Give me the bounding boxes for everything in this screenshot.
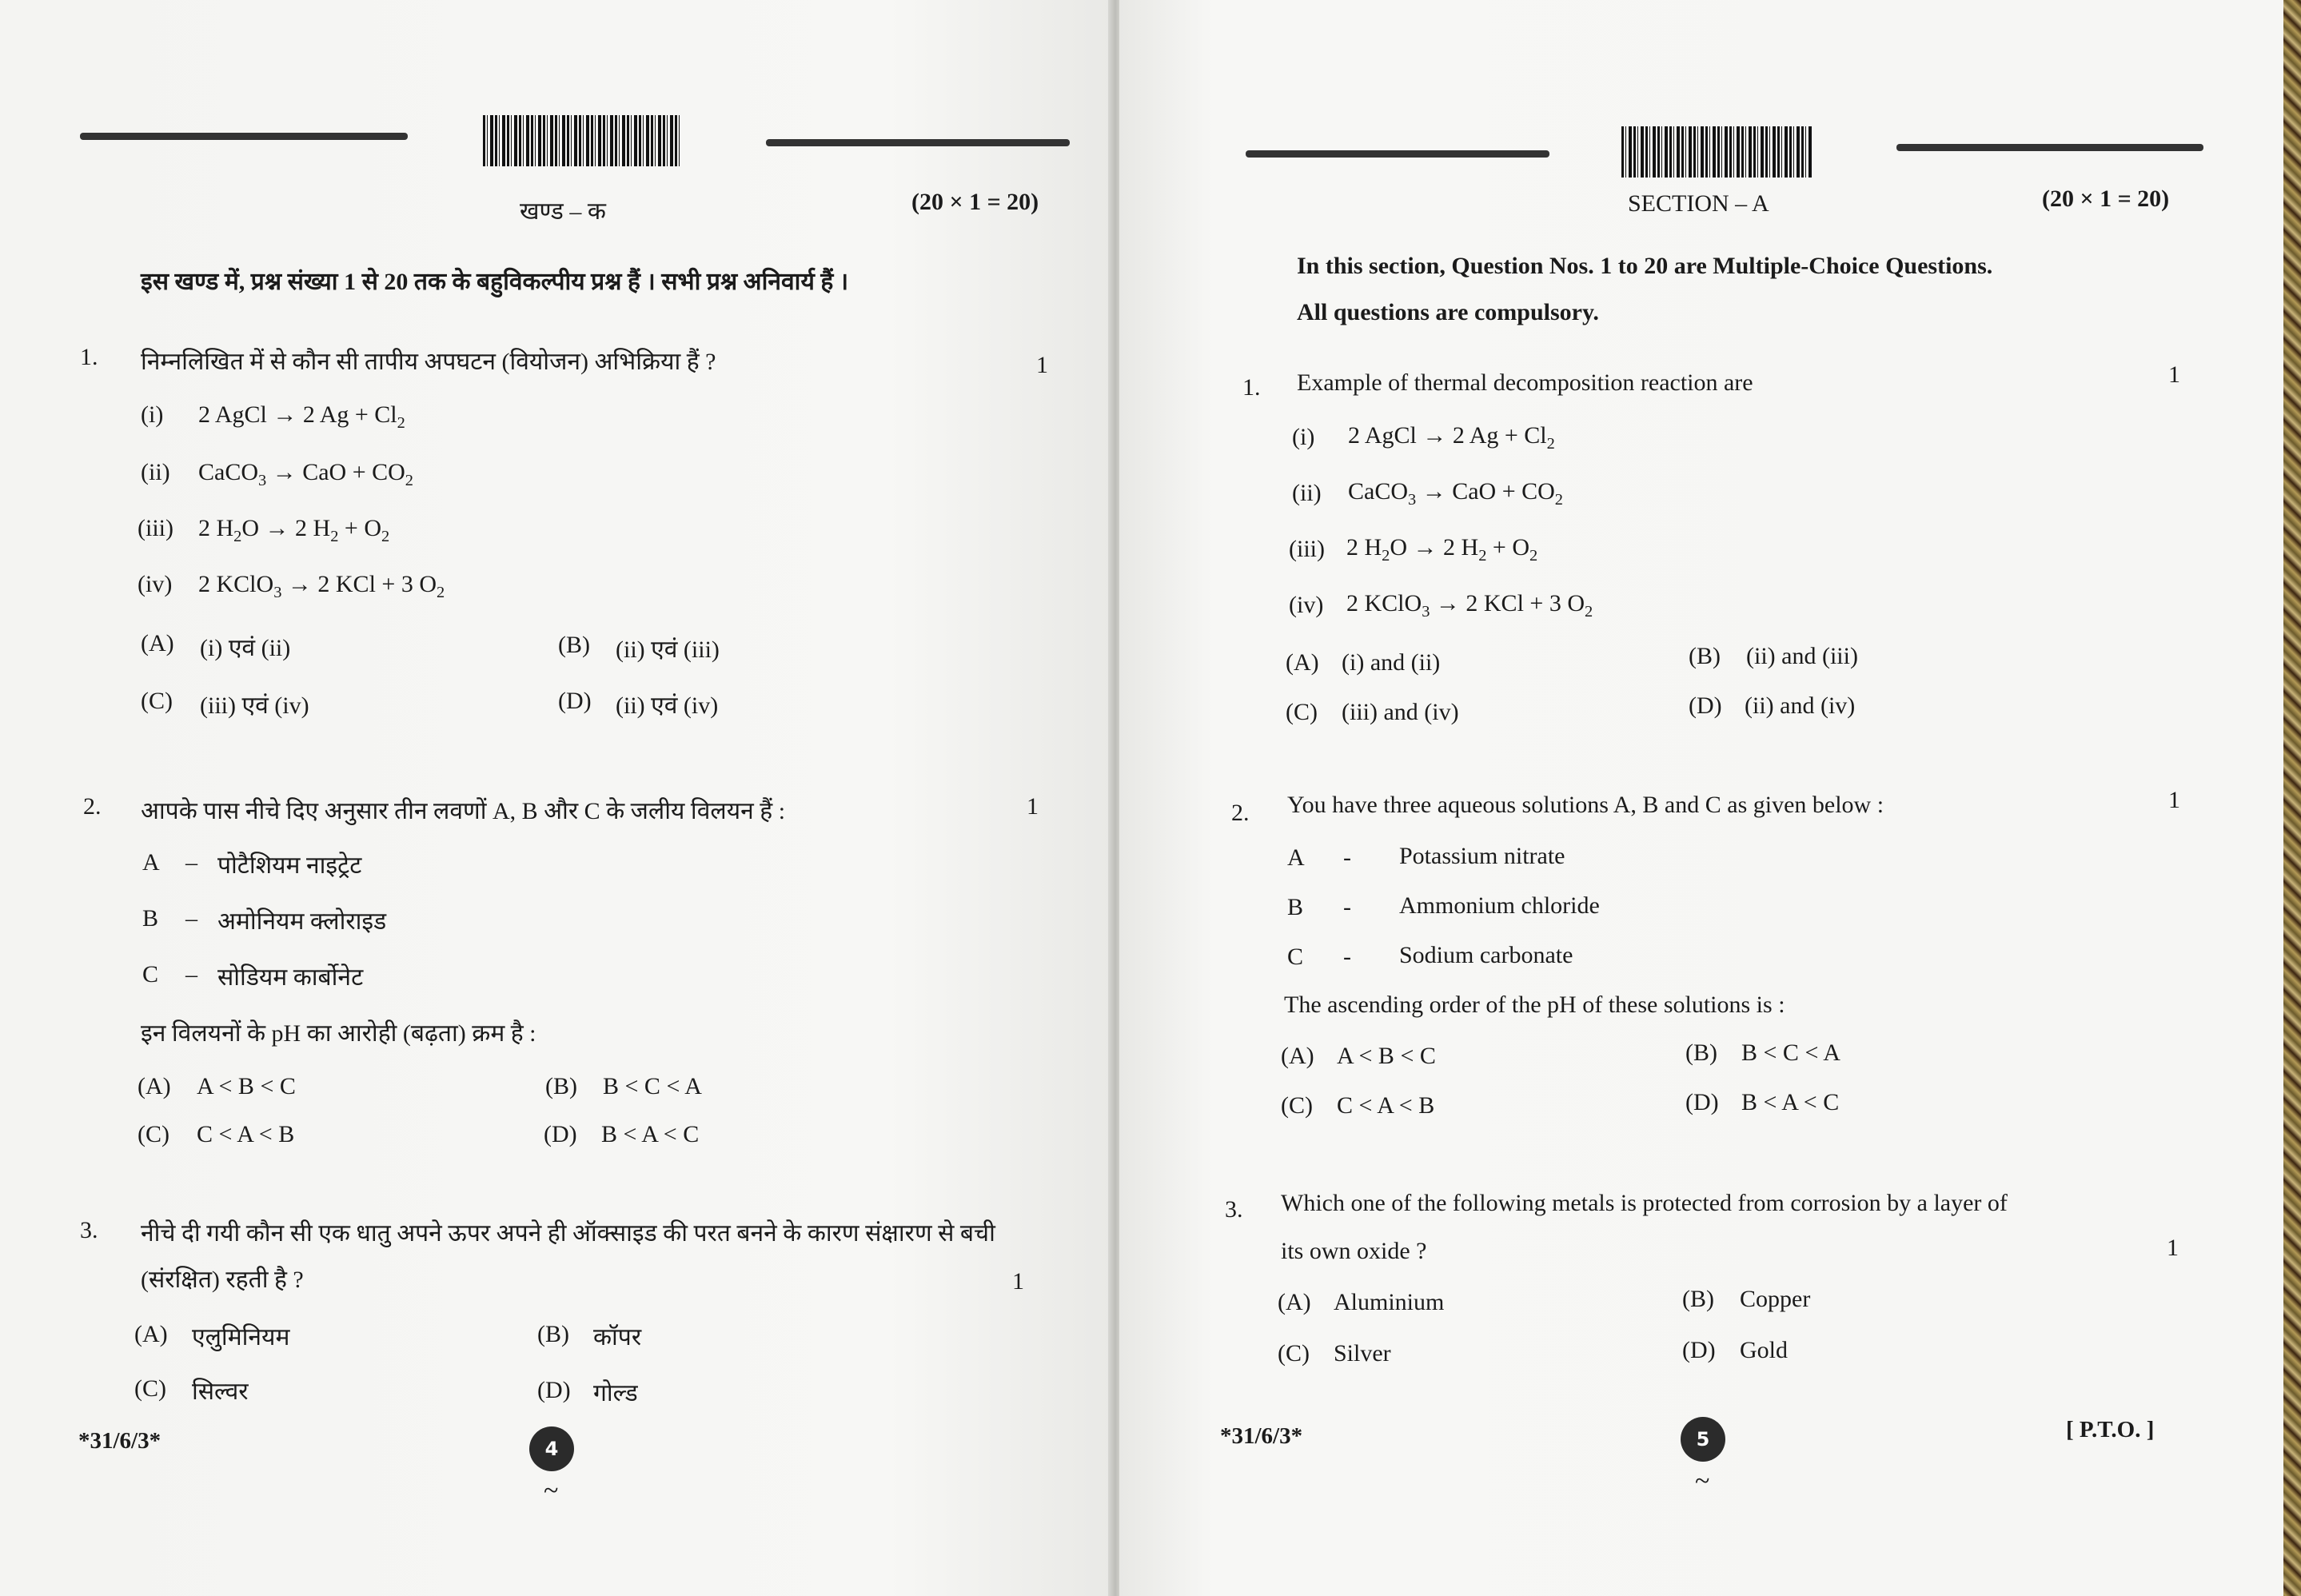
option-label: (A) [1281,1043,1314,1069]
reaction-label: (iii) [138,515,173,541]
question-text: You have three aqueous solutions A, B and C as given below : [1287,792,1884,818]
option-text: (ii) and (iv) [1745,692,1856,719]
option-label: (B) [1689,643,1721,669]
reaction-equation: 2 KClO$_3$ → 2 KCl + 3 $O_2$ [1346,590,1593,621]
solution-key: A [142,849,160,876]
option-label: (C) [1286,699,1318,725]
solution-name: पोटैशियम नाइट्रेट [217,852,362,879]
option-text: B < C < A [603,1073,702,1099]
option-text: (ii) एवं (iii) [616,636,720,663]
option-text: सिल्वर [192,1379,249,1405]
reaction-label: (iii) [1289,536,1325,562]
solution-dash: – [185,849,197,876]
option-label: (D) [537,1377,571,1403]
option-label: (A) [1286,649,1319,676]
solution-dash: - [1343,894,1351,920]
option-label: (C) [138,1121,169,1147]
question-text: Which one of the following metals is protected from corrosion by a layer of [1281,1190,2008,1216]
reaction-equation: 2 $H_2O \to 2$ $H_2 + O_2$ [198,515,390,546]
question-text: आपके पास नीचे दिए अनुसार तीन लवणों A, B और C के जलीय विलयन हैं : [141,798,786,824]
option-label: (A) [138,1073,171,1099]
header-rule-right [766,139,1070,146]
option-text: (iii) and (iv) [1342,699,1459,725]
option-text: (i) एवं (ii) [200,635,291,661]
question-mark: 1 [1027,793,1039,820]
option-label: (D) [1682,1337,1716,1363]
solution-name: Potassium nitrate [1399,843,1565,869]
option-label: (C) [134,1375,166,1402]
solution-dash: - [1343,944,1351,970]
solution-key: B [142,905,159,932]
barcode [1621,126,1812,178]
reaction-label: (ii) [1292,480,1322,506]
reaction-equation: 2 $H_2O \to 2$ $H_2 + O_2$ [1346,534,1538,565]
barcode [483,115,680,166]
option-label: (C) [1281,1092,1313,1119]
question-mark: 1 [1036,352,1048,378]
solution-key: A [1287,844,1305,871]
option-text: (i) and (ii) [1342,649,1441,676]
option-label: (C) [141,688,173,714]
option-text: Aluminium [1334,1289,1445,1315]
solution-name: अमोनियम क्लोराइड [217,908,387,935]
reaction-label: (i) [1292,424,1315,450]
section-instructions-line2: All questions are compulsory. [1297,299,1599,325]
reaction-label: (ii) [141,459,170,485]
question-number: 3. [80,1217,98,1243]
solution-key: C [142,961,159,988]
option-text: C < A < B [1337,1092,1435,1119]
solution-dash: – [185,905,197,932]
question-subtext: The ascending order of the pH of these solutions is : [1284,992,1785,1018]
header-rule-left [80,133,408,140]
reaction-equation: CaCO$_3$ → CaO + $CO_2$ [1348,478,1563,509]
option-label: (C) [1278,1340,1310,1367]
section-instructions: इस खण्ड में, प्रश्न संख्या 1 से 20 तक के बहुविकल्पीय प्रश्न हैं । सभी प्रश्न अनिवार्य हैं । [141,269,849,295]
option-text: कॉपर [593,1324,642,1351]
option-label: (B) [545,1073,577,1099]
option-label: (D) [1689,692,1722,719]
option-label: (B) [558,632,590,658]
page-number-badge: 4 [529,1426,574,1471]
solution-key: C [1287,944,1304,970]
option-label: (D) [544,1121,577,1147]
option-text: (ii) and (iii) [1746,643,1858,669]
option-label: (B) [1685,1039,1717,1066]
solution-name: Sodium carbonate [1399,942,1573,968]
question-number: 2. [1231,800,1250,826]
question-mark: 1 [2168,787,2180,813]
question-number: 1. [80,344,98,370]
reaction-label: (iv) [1289,592,1324,618]
section-instructions-line1: In this section, Question Nos. 1 to 20 are Multiple-Choice Questions. [1297,253,1993,279]
option-text: (ii) एवं (iv) [616,692,719,719]
solution-name: Ammonium chloride [1399,892,1600,919]
solution-name: सोडियम कार्बोनेट [217,964,364,991]
option-label: (B) [1682,1286,1714,1312]
solution-key: B [1287,894,1304,920]
right-page-english [1119,0,2283,1596]
reaction-label: (iv) [138,571,173,597]
question-subtext: इन विलयनों के pH का आरोही (बढ़ता) क्रम है : [141,1020,536,1047]
reaction-equation: 2 AgCl → 2 $Ag + Cl_2$ [198,401,405,433]
section-marks: (20 × 1 = 20) [911,189,1039,215]
reaction-equation: 2 AgCl → 2 $Ag + Cl_2$ [1348,422,1555,453]
option-label: (D) [558,688,592,714]
pto-label: [ P.T.O. ] [2066,1417,2155,1442]
option-text: Silver [1334,1340,1391,1367]
question-number: 2. [83,793,102,820]
solution-dash: - [1343,844,1351,871]
question-mark: 1 [1012,1268,1024,1295]
header-rule-left [1246,150,1549,158]
option-text: A < B < C [1337,1043,1436,1069]
option-text: B < A < C [601,1121,700,1147]
option-text: (iii) एवं (iv) [200,692,309,719]
paper-code: *31/6/3* [78,1428,162,1454]
question-text-continued: (संरक्षित) रहती है ? [141,1267,304,1293]
option-label: (A) [141,630,174,656]
section-title: SECTION – A [1628,190,1769,217]
option-text: B < A < C [1741,1089,1840,1115]
option-text: Gold [1740,1337,1788,1363]
reaction-equation: 2 KClO$_3$ → 2 KCl + 3 $O_2$ [198,571,445,602]
tilde-mark: ~ [1695,1466,1710,1496]
question-text: निम्नलिखित में से कौन सी तापीय अपघटन (वियोजन) अभिक्रिया हैं ? [141,349,716,375]
tilde-mark: ~ [544,1476,559,1506]
question-mark: 1 [2168,361,2180,388]
option-text: A < B < C [197,1073,296,1099]
option-label: (A) [1278,1289,1311,1315]
question-text: नीचे दी गयी कौन सी एक धातु अपने ऊपर अपने ही ऑक्साइड की परत बनने के कारण संक्षारण से बची [141,1220,995,1247]
question-number: 1. [1242,374,1261,401]
section-title: खण्ड – क [520,198,606,225]
option-text: गोल्ड [593,1380,638,1406]
question-mark: 1 [2167,1235,2179,1261]
question-number: 3. [1225,1196,1243,1223]
page-number-badge: 5 [1681,1417,1725,1462]
paper-code: *31/6/3* [1220,1423,1303,1449]
option-label: (B) [537,1321,569,1347]
left-page-hindi [0,0,1111,1596]
option-text: Copper [1740,1286,1811,1312]
solution-dash: – [185,961,197,988]
option-text: C < A < B [197,1121,295,1147]
option-label: (D) [1685,1089,1719,1115]
question-text-continued: its own oxide ? [1281,1238,1427,1264]
option-label: (A) [134,1321,168,1347]
option-text: एलुमिनियम [192,1324,290,1351]
section-marks: (20 × 1 = 20) [2042,186,2170,212]
reaction-label: (i) [141,401,164,428]
header-rule-right [1896,144,2203,151]
option-text: B < C < A [1741,1039,1840,1066]
question-text: Example of thermal decomposition reaction are [1297,369,1753,396]
reaction-equation: CaCO$_3$ → CaO + $CO_2$ [198,459,413,490]
